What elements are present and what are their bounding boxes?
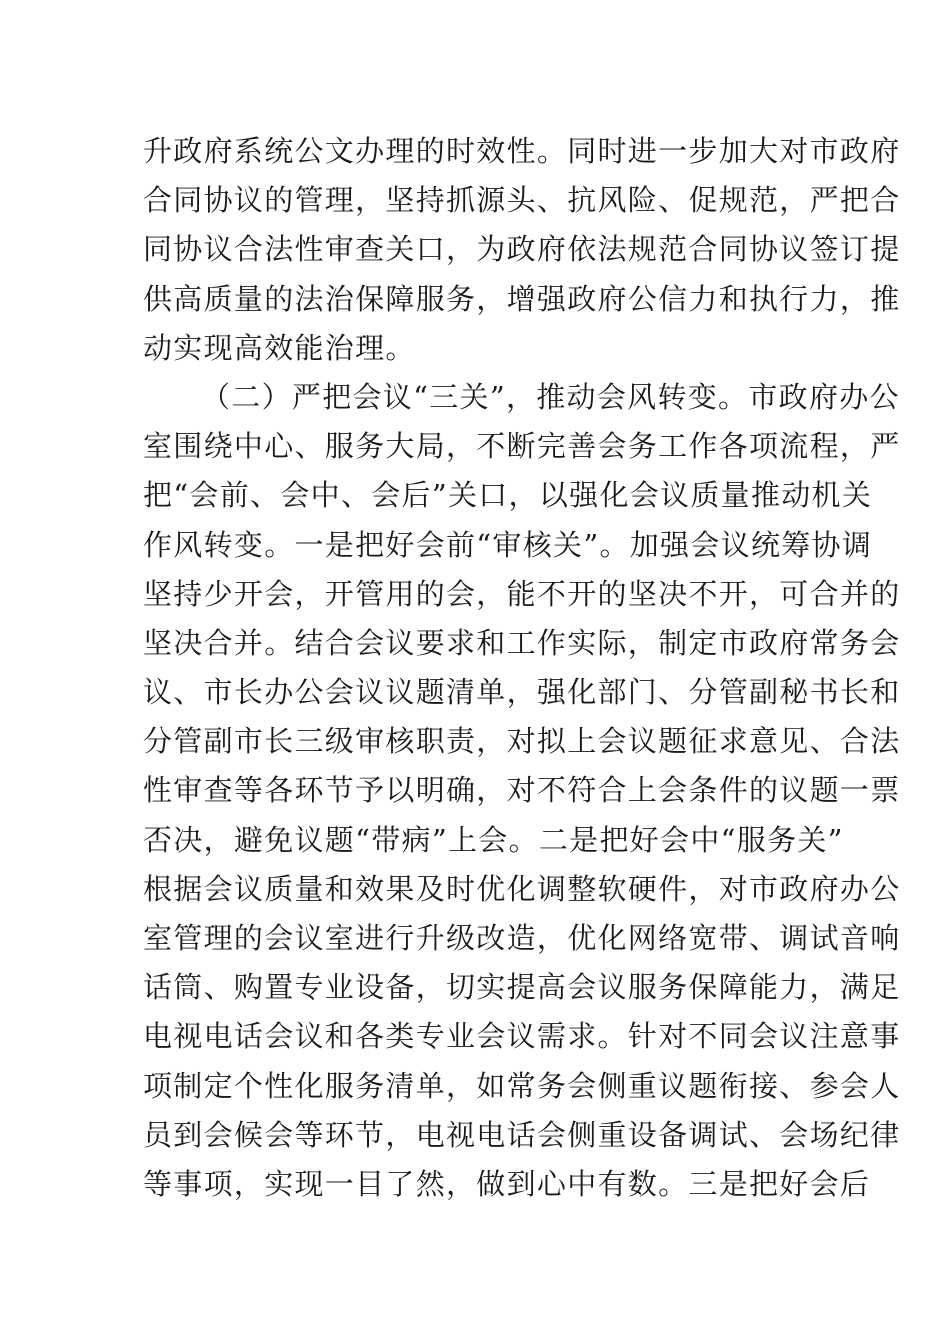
text-line: 同协议合法性审查关口，为政府依法规范合同协议签订提 [143, 232, 901, 267]
text-line: 等事项，实现一目了然，做到心中有数。三是把好会后 [143, 1166, 871, 1201]
text-line: 员到会候会等环节，电视电话会侧重设备调试、会场纪律 [143, 1117, 901, 1152]
text-line: 否决，避免议题“带病”上会。二是把好会中“服务关” [143, 822, 844, 857]
text-line: 供高质量的法治保障服务，增强政府公信力和执行力，推 [143, 281, 901, 316]
text-line: 作风转变。一是把好会前“审核关”。加强会议统筹协调 [143, 527, 873, 562]
text-line: 分管副市长三级审核职责，对拟上会议题征求意见、合法 [143, 724, 901, 759]
text-line: 升政府系统公文办理的时效性。同时进一步加大对市政府 [143, 134, 901, 168]
text-line: 坚决合并。结合会议要求和工作实际，制定市政府常务会 [143, 625, 901, 660]
text-line: 合同协议的管理，坚持抓源头、抗风险、促规范，严把合 [143, 183, 901, 218]
body-text [143, 127, 901, 1209]
text-line: 坚持少开会，开管用的会，能不开的坚决不开，可合并的 [143, 576, 901, 611]
text-line: 室管理的会议室进行升级改造，优化网络宽带、调试音响 [143, 921, 901, 955]
text-line: 根据会议质量和效果及时优化调整软硬件，对市政府办公 [143, 871, 901, 906]
text-line: 话筒、购置专业设备，切实提高会议服务保障能力，满足 [143, 970, 901, 1005]
text-line: 动实现高效能治理。 [143, 330, 416, 365]
text-line: 性审查等各环节予以明确，对不符合上会条件的议题一票 [143, 773, 901, 808]
text-line: 室围绕中心、服务大局，不断完善会务工作各项流程，严 [143, 429, 901, 464]
paragraph-heading-line: （二）严把会议“三关”，推动会风转变。市政府办公 [201, 379, 900, 414]
text-line: 把“会前、会中、会后”关口，以强化会议质量推动机关 [143, 478, 873, 513]
text-line: 电视电话会议和各类专业会议需求。针对不同会议注意事 [143, 1019, 901, 1054]
text-line: 项制定个性化服务清单，如常务会侧重议题衔接、参会人 [143, 1068, 901, 1103]
text-line: 议、市长办公会议议题清单，强化部门、分管副秘书长和 [143, 675, 901, 710]
